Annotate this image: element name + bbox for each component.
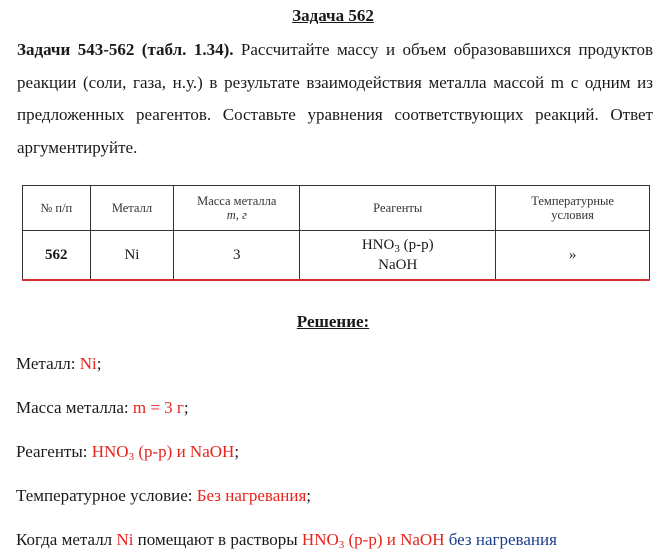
metal-line	[16, 354, 101, 374]
header-mass-unit: m, г	[226, 208, 247, 222]
reagents-label: Реагенты:	[16, 442, 92, 461]
explanation-part2: помещают в растворы	[133, 530, 302, 549]
explanation-part1: Когда металл	[16, 530, 117, 549]
temp-line	[16, 486, 311, 506]
reagents-end: ;	[234, 442, 240, 461]
reagents-value	[92, 442, 235, 461]
explanation-metal: Ni	[116, 530, 134, 549]
table-header-row	[23, 186, 650, 231]
cell-num: 562	[23, 231, 91, 281]
table-row	[23, 231, 650, 281]
header-mass-label: Масса металла	[197, 194, 277, 208]
problem-title: Задача 562	[292, 6, 374, 25]
explanation-line	[16, 530, 557, 550]
metal-label: Металл:	[16, 354, 80, 373]
reagent1-formula: HNO	[361, 237, 395, 253]
mass-line	[16, 398, 189, 418]
temp-value: Без нагревания	[196, 486, 307, 505]
cell-mass: 3	[174, 231, 300, 281]
explanation-reagents	[302, 530, 445, 549]
mass-label: Масса металла:	[16, 398, 133, 417]
parameters-table	[22, 185, 650, 281]
explanation-reagent-rest: (р-р) и NaOH	[344, 530, 445, 549]
cell-metal: Ni	[90, 231, 174, 281]
explanation-subscript: 3	[338, 539, 345, 551]
reagent1-suffix: (р-р)	[399, 237, 434, 253]
mass-end: ;	[183, 398, 189, 417]
reagents-formula: HNO	[91, 442, 129, 461]
metal-end: ;	[96, 354, 102, 373]
header-reagents: Реагенты	[300, 186, 496, 231]
reagents-line	[16, 442, 239, 462]
reagents-rest: (р-р) и NaOH	[134, 442, 235, 461]
solution-heading: Решение:	[296, 312, 370, 331]
statement-text: Рассчитайте массу и объем образовавшихся продуктов реакции (соли, газа, н.у.) в результате взаимодействия металла массой m с одним из предложенных реагентов. Составьте уравнения соответствующих реакций. Ответ аргументируйте.	[17, 40, 653, 157]
temp-end: ;	[306, 486, 312, 505]
reagent2: NaOH	[378, 257, 418, 273]
header-mass	[174, 186, 300, 231]
cell-temp: »	[496, 231, 650, 281]
explanation-formula: HNO	[301, 530, 339, 549]
header-num: № п/п	[23, 186, 91, 231]
problem-statement	[17, 34, 653, 164]
statement-bold-prefix: Задачи 543-562 (табл. 1.34).	[17, 40, 234, 59]
header-metal: Металл	[90, 186, 174, 231]
metal-value: Ni	[79, 354, 97, 373]
explanation-condition: без нагревания	[444, 530, 557, 549]
temp-label: Температурное условие:	[16, 486, 197, 505]
cell-reagents	[300, 231, 496, 281]
header-temp: Температурные условия	[496, 186, 650, 231]
mass-value: m = 3 г	[132, 398, 184, 417]
reagent1-subscript: 3	[394, 243, 400, 255]
reagents-subscript: 3	[128, 451, 135, 463]
